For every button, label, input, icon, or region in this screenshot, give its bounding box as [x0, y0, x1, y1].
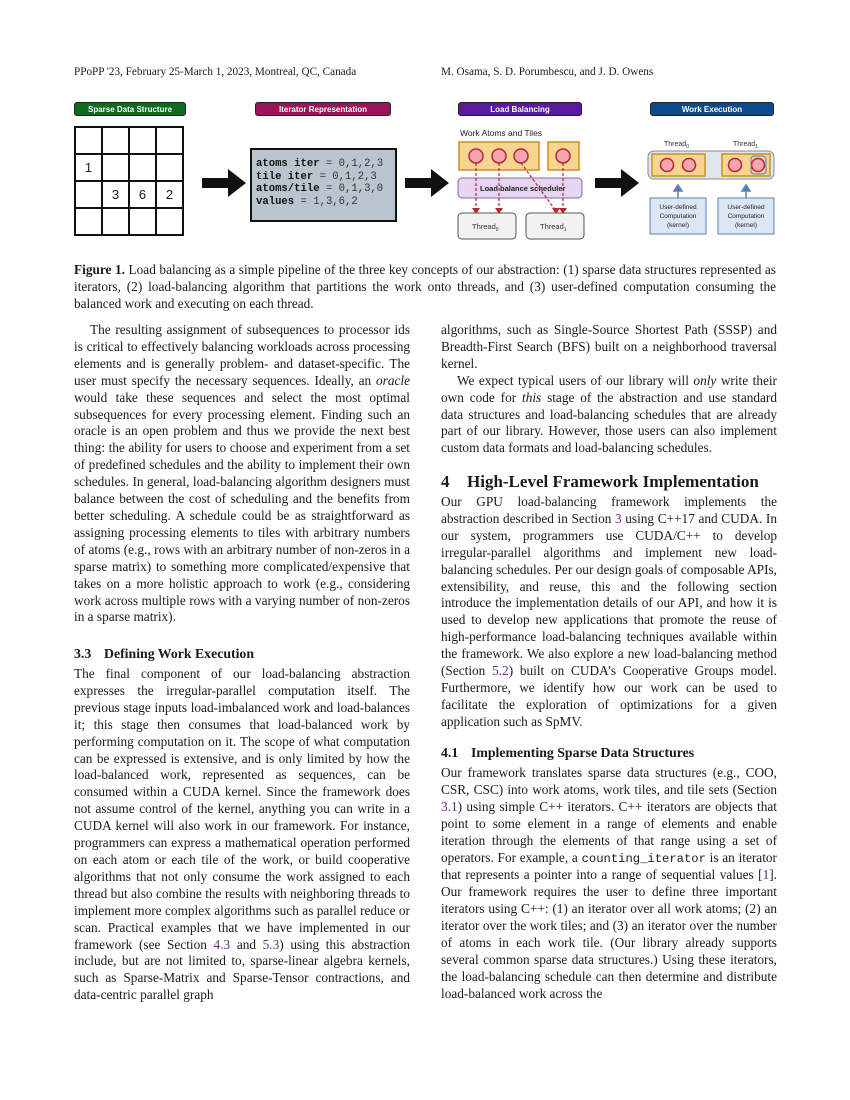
running-header-right: M. Osama, S. D. Porumbescu, and J. D. Owens [441, 66, 654, 78]
pipeline-arrow-icon [405, 169, 449, 197]
iterator-code-box: atoms iter = 0,1,2,3 tile iter = 0,1,2,3 atoms/tile = 0,1,3,0 values = 1,3,6,2 [250, 148, 397, 222]
grid-cell: 2 [156, 181, 183, 208]
right-column-2 [441, 494, 777, 731]
pipeline-arrow-icon [595, 169, 639, 197]
grid-cell: 6 [129, 181, 156, 208]
panel-label-iterator: Iterator Representation [255, 102, 391, 116]
svg-text:User-defined: User-defined [659, 204, 697, 211]
pipeline-arrow-icon [202, 169, 246, 197]
panel-label-work-execution: Work Execution [650, 102, 774, 116]
svg-text:(kernel): (kernel) [666, 222, 690, 229]
paragraph: Our framework translates sparse data structures (e.g., COO, CSR, CSC) into work atoms, work tiles, and tile sets (Section 3.1) using simple C++ iterators. C++ iterators are objects that point to some element in a range of elements and enable iteration through the elements of that range using a set of operators. For example, a counting_iterator is an iterator that represents a pointer into a range of sequential values [1]. Our framework requires the user to define three important iterators using C++: (1) an iterator over all work atoms; (2) an iterator over the work tiles; and (3) an iterator over the number of atoms in each work tile. (Our library already supports several common sparse data structures.) Using these iterators, the load-balancing schedule can then determine and distribute load-balanced work across the [441, 765, 777, 1001]
section-3-3-heading: 3.3 Defining Work Execution [74, 646, 254, 661]
svg-text:(kernel): (kernel) [734, 222, 758, 229]
paragraph: We expect typical users of our library will only write their own code for this stage of the abstraction and use standard data structures and load-balancing schedules that are already part of our library. However, those users can also implement custom data formats and load-balancing schedules. [441, 372, 778, 456]
svg-text:Thread1: Thread$_1$ [540, 222, 567, 233]
left-column [74, 322, 410, 626]
svg-text:Computation: Computation [659, 213, 697, 220]
left-column-2 [74, 666, 410, 1004]
paragraph: The resulting assignment of subsequences to processor ids is critical to effectively balancing workloads across processing elements and is generally problem- and dataset-specific. The user must specify the necessary sequences. Ideally, an oracle would take these sequences and select the most optimal subsequences for every processing element. Finding such an oracle is an open problem and thus we provide the next best thing: the ability for users to choose and experiment from a set of predefined schedules and the ability to implement their own schedules. In general, load-balancing algorithm designers must balance between the cost of scheduling and the benefits from better scheduling. A schedule could be as straightforward as assigning processing elements to tiles with arbitrary numbers of atoms (e.g., rows with an arbitrary number of non-zeros in a sparse matrix) to something more complicated/expensive that takes on a more holistic approach to work (e.g., considering work across multiple rows with a varying number of non-zeros in a sparse matrix). [74, 322, 410, 625]
paragraph: algorithms, such as Single-Source Shortest Path (SSSP) and Breadth-First Search (BFS) built on a neighborhood traversal kernel. [441, 322, 777, 371]
figure-drawing [74, 96, 776, 246]
lb-title: Work Atoms and Tiles [460, 128, 543, 138]
panel-label-load-balancing: Load Balancing [458, 102, 582, 116]
paragraph: Our GPU load-balancing framework implements the abstraction described in Section 3 using C++17 and CUDA. In our system, programmers use CUDA/C++ to develop irregular-parallel algorithms and implement new load-balancing schedules. Per our design goals of composable APIs, extensibility, and reuse, this and the following section introduce the implementation details of our API, and how it is used to develop new applications that promote the reuse of high-performance load-balancing techniques available within the framework. We also explore a new load-balancing method (Section 5.2) built on CUDA’s Cooperative Groups model. Furthermore, we identify how our work can be used to facilitate the exploration of optimizations for a given application such as SpMV. [441, 494, 777, 729]
grid-cell: 1 [75, 154, 102, 181]
svg-text:Thread0: Thread$_0$ [472, 222, 499, 233]
figure-caption: Figure 1. Load balancing as a simple pipeline of the three key concepts of our abstraction: (1) sparse data structures represented as iterators, (2) load-balancing algorithm that partitions the work onto threads, and (3) user-defined computation consuming the balanced work and executing on each thread. [74, 262, 776, 312]
svg-text:User-defined: User-defined [727, 204, 765, 211]
lb-scheduler: Load balance scheduler [480, 184, 566, 193]
panel-label-sparse: Sparse Data Structure [74, 102, 186, 116]
section-4-1-heading: 4.1 Implementing Sparse Data Structures [441, 745, 695, 760]
figure-1 [74, 96, 776, 246]
svg-text:Thread1: Thread$_1$ [733, 141, 758, 150]
svg-text:Thread0: Thread$_0$ [664, 141, 689, 150]
svg-text:Computation: Computation [727, 213, 765, 220]
grid-cell: 3 [102, 181, 129, 208]
right-column-3 [441, 765, 777, 1003]
section-4-heading: 4 High-Level Framework Implementation [441, 472, 759, 491]
right-column [441, 322, 777, 457]
paragraph: The final component of our load-balancing abstraction expresses the irregular-parallel computation itself. The previous stage inputs load-imbalanced work and load-balances it; this stage then consumes that load-balanced work by performing computation on it. The scope of what computation can be expressed is extensive, and is only limited by how the load-balanced work, represented as sequences, can be consumed within a CUDA kernel. Since the framework does not assume control of the kernel, anything you can write in a CUDA kernel will also work in our framework. For instance, programmers can express a mathematical operation performed on each atom or each tile of the work, or build cooperative algorithms that not only consume the work assigned to each thread but also combine the results with neighboring threads to implement more complex algorithms such as parallel reduce or scan. Practical examples that we have implemented in our framework (see Section 4.3 and 5.3) using this abstraction include, but are not limited to, sparse-linear algebra kernels, such as Sparse-Matrix and Sparse-Tensor contractions, and data-centric parallel graph [74, 666, 410, 1003]
running-header-left: PPoPP '23, February 25-March 1, 2023, Montreal, QC, Canada [74, 66, 357, 78]
